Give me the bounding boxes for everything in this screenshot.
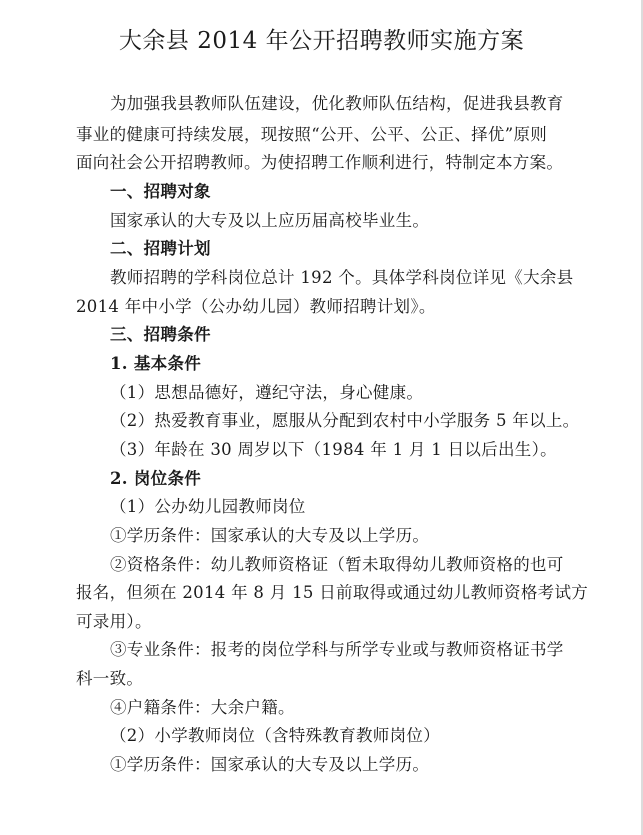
- kindergarten-household-condition: ④户籍条件：大余户籍。: [110, 698, 295, 717]
- kindergarten-qualification-line-3: 可录用）。: [76, 612, 152, 631]
- intro-paragraph-line-1: 为加强我县教师队伍建设，优化教师队伍结构，促进我县教育: [110, 94, 564, 113]
- intro-paragraph-line-2: 事业的健康可持续发展，现按照“公开、公平、公正、择优”原则: [76, 125, 548, 144]
- document-title: 大余县 2014 年公开招聘教师实施方案: [118, 28, 525, 54]
- plan-paragraph-line-1: 教师招聘的学科岗位总计 192 个。具体学科岗位详见《大余县: [110, 268, 574, 287]
- intro-paragraph-line-3: 面向社会公开招聘教师。为使招聘工作顺利进行，特制定本方案。: [76, 153, 564, 172]
- subheading-basic-conditions: 1. 基本条件: [110, 354, 202, 373]
- section-heading-recruitment-target: 一、招聘对象: [110, 182, 211, 201]
- primary-education-condition: ①学历条件：国家承认的大专及以上学历。: [110, 755, 430, 774]
- kindergarten-qualification-line-1: ②资格条件：幼儿教师资格证（暂未取得幼儿教师资格的也可: [110, 555, 564, 574]
- position-primary-heading: （2）小学教师岗位（含特殊教育教师岗位）: [110, 726, 440, 745]
- kindergarten-education-condition: ①学历条件：国家承认的大专及以上学历。: [110, 526, 430, 545]
- plan-paragraph-line-2: 2014 年中小学（公办幼儿园）教师招聘计划》。: [76, 297, 436, 316]
- basic-condition-1: （1）思想品德好，遵纪守法，身心健康。: [110, 383, 424, 402]
- kindergarten-qualification-line-2: 报名，但须在 2014 年 8 月 15 日前取得或通过幼儿教师资格考试方: [76, 583, 589, 602]
- section-heading-recruitment-plan: 二、招聘计划: [110, 239, 211, 258]
- position-kindergarten-heading: （1）公办幼儿园教师岗位: [110, 497, 306, 516]
- target-paragraph: 国家承认的大专及以上应历届高校毕业生。: [110, 211, 430, 230]
- subheading-position-conditions: 2. 岗位条件: [110, 469, 202, 488]
- kindergarten-major-line-2: 科一致。: [76, 669, 144, 688]
- kindergarten-major-line-1: ③专业条件：报考的岗位学科与所学专业或与教师资格证书学: [110, 640, 564, 659]
- basic-condition-2: （2）热爱教育事业，愿服从分配到农村中小学服务 5 年以上。: [110, 411, 580, 430]
- section-heading-recruitment-conditions: 三、招聘条件: [110, 325, 211, 344]
- basic-condition-3: （3）年龄在 30 周岁以下（1984 年 1 月 1 日以后出生）。: [110, 440, 557, 459]
